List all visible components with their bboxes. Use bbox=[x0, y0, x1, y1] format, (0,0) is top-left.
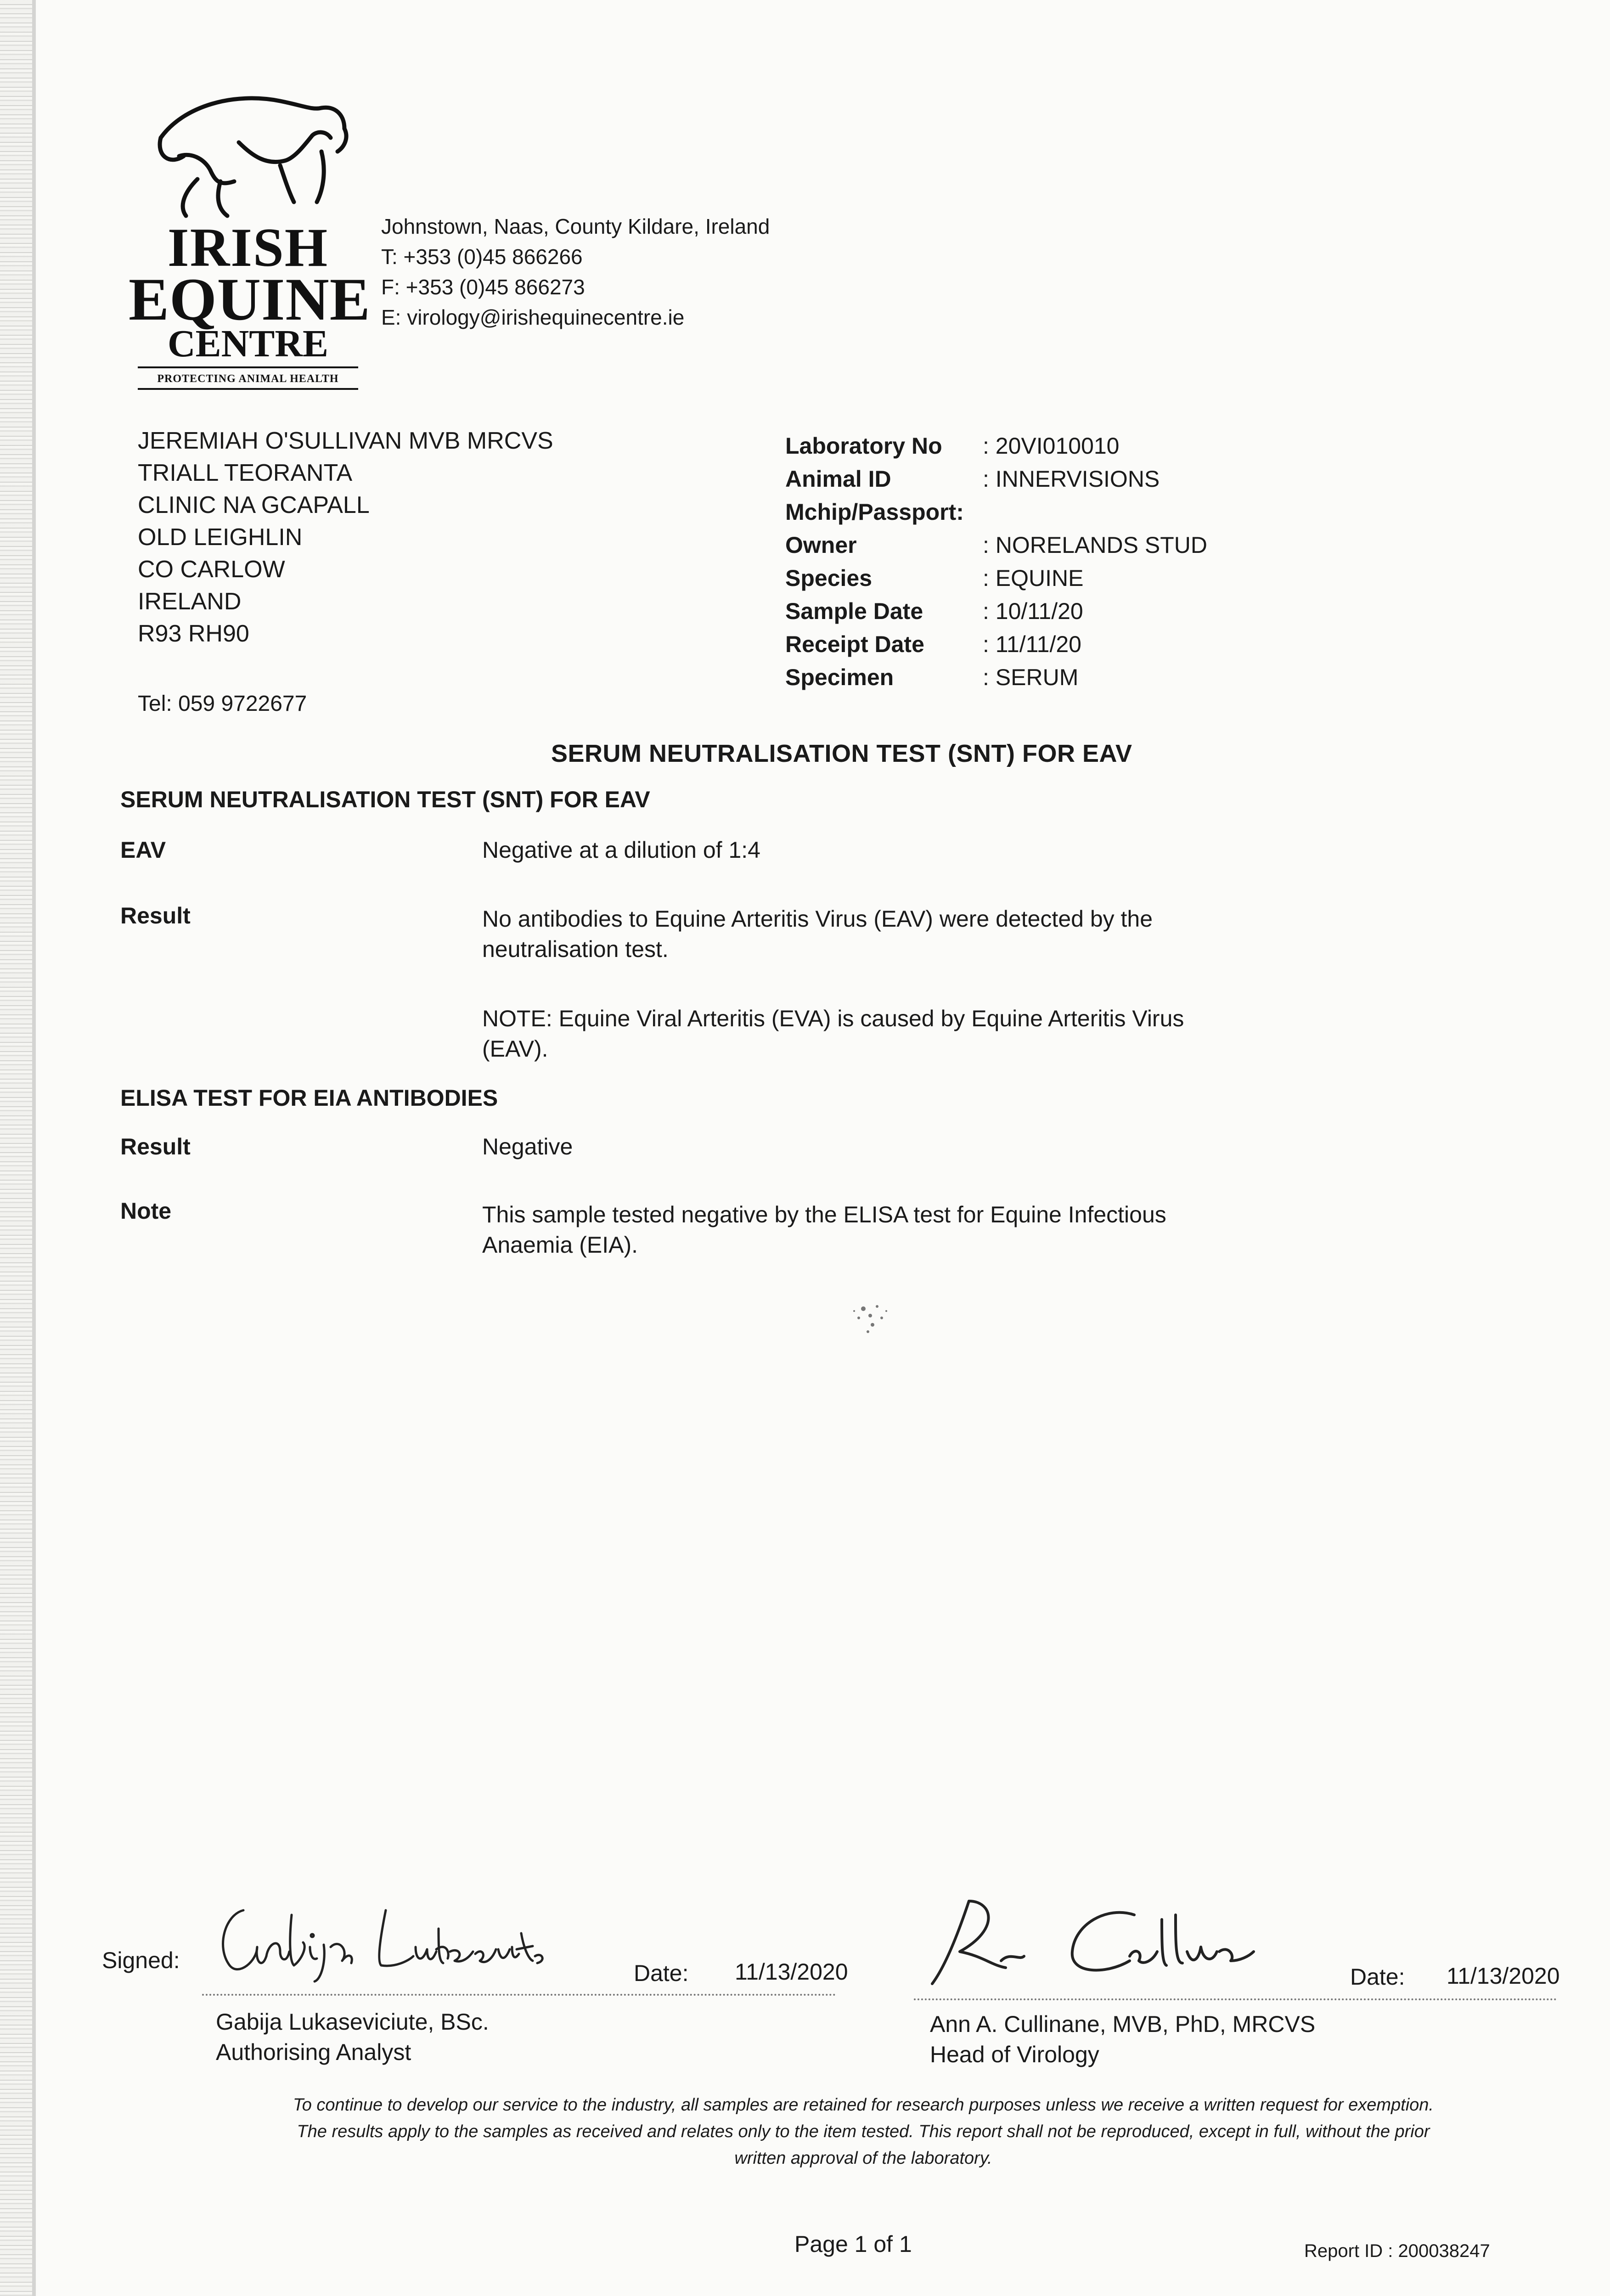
elisa-note-line: This sample tested negative by the ELISA test for Equine Infectious bbox=[482, 1202, 1166, 1227]
org-address: Johnstown, Naas, County Kildare, Ireland bbox=[381, 214, 770, 238]
elisa-note-label: Note bbox=[120, 1198, 172, 1224]
lab-info-row bbox=[785, 495, 1207, 529]
org-fax: F: +353 (0)45 866273 bbox=[381, 275, 585, 299]
lab-info-label: Mchip/Passport: bbox=[785, 499, 964, 525]
lab-info-label: Receipt Date bbox=[785, 631, 924, 657]
disclaimer-line: The results apply to the samples as received and relates only to the item tested. This report shall not be reproduced, except in full, without the prior bbox=[297, 2122, 1430, 2141]
snt-result-line: No antibodies to Equine Arteritis Virus (EAV) were detected by the bbox=[482, 906, 1153, 932]
disclaimer-line: written approval of the laboratory. bbox=[734, 2149, 992, 2168]
lab-info-label: Sample Date bbox=[785, 598, 923, 624]
right-date-label: Date: bbox=[1350, 1964, 1405, 1990]
lab-info-table bbox=[785, 429, 1207, 694]
recipient-line: IRELAND bbox=[138, 588, 242, 615]
left-signatory-title: Authorising Analyst bbox=[216, 2039, 411, 2065]
lab-info-label: Owner bbox=[785, 532, 857, 558]
lab-info-row bbox=[785, 462, 1207, 495]
lab-info-value: : EQUINE bbox=[983, 565, 1084, 591]
disclaimer bbox=[202, 2092, 1525, 2172]
org-email: E: virology@irishequinecentre.ie bbox=[381, 305, 685, 329]
report-id: Report ID : 200038247 bbox=[1304, 2241, 1490, 2261]
lab-info-label: Laboratory No bbox=[785, 433, 942, 459]
left-date-value: 11/13/2020 bbox=[735, 1959, 848, 1985]
eav-label: EAV bbox=[120, 837, 166, 863]
lab-info-row bbox=[785, 628, 1207, 661]
logo-rule-bottom bbox=[138, 388, 358, 390]
left-signatory-name: Gabija Lukaseviciute, BSc. bbox=[216, 2009, 489, 2035]
lab-info-row bbox=[785, 595, 1207, 628]
lab-info-value: : 20VI010010 bbox=[983, 433, 1120, 459]
signed-label: Signed: bbox=[102, 1947, 180, 1973]
lab-info-label: Specimen bbox=[785, 664, 894, 690]
bull-horse-logo-icon bbox=[129, 87, 367, 225]
logo-word-irish: IRISH bbox=[167, 217, 329, 278]
page-number: Page 1 of 1 bbox=[794, 2231, 912, 2257]
snt-note-text bbox=[482, 1003, 1263, 1064]
recipient-line: JEREMIAH O'SULLIVAN MVB MRCVS bbox=[138, 428, 553, 454]
elisa-result-label: Result bbox=[120, 1134, 191, 1159]
irish-equine-centre-logo bbox=[129, 87, 371, 400]
right-date-value: 11/13/2020 bbox=[1447, 1963, 1560, 1989]
elisa-note-line: Anaemia (EIA). bbox=[482, 1232, 638, 1258]
snt-result-line: neutralisation test. bbox=[482, 936, 669, 962]
right-signatory-name: Ann A. Cullinane, MVB, PhD, MRCVS bbox=[930, 2011, 1316, 2037]
lab-info-value: : NORELANDS STUD bbox=[983, 532, 1207, 558]
recipient-line: R93 RH90 bbox=[138, 620, 249, 647]
logo-rule-top bbox=[138, 366, 358, 368]
logo-word-equine: EQUINE bbox=[129, 265, 371, 333]
scan-edge-shadow bbox=[32, 0, 36, 2296]
snt-result-text bbox=[482, 904, 1263, 964]
logo-word-centre: CENTRE bbox=[167, 322, 329, 365]
lab-info-row bbox=[785, 429, 1207, 462]
lab-info-value: : 10/11/20 bbox=[983, 598, 1083, 624]
disclaimer-line: To continue to develop our service to the industry, all samples are retained for research purposes unless we receive a written request for exemption. bbox=[293, 2095, 1434, 2115]
recipient-line: CO CARLOW bbox=[138, 556, 285, 583]
lab-info-row bbox=[785, 529, 1207, 562]
left-signature-line bbox=[202, 1994, 836, 1996]
lab-info-label: Animal ID bbox=[785, 466, 891, 492]
lab-info-value: : INNERVISIONS bbox=[983, 466, 1160, 492]
recipient-line: TRIALL TEORANTA bbox=[138, 460, 353, 486]
right-signatory-title: Head of Virology bbox=[930, 2042, 1099, 2067]
eav-value: Negative at a dilution of 1:4 bbox=[482, 837, 760, 863]
scan-speck-artifact bbox=[827, 1290, 918, 1345]
lab-info-label: Species bbox=[785, 565, 873, 591]
left-signatory bbox=[216, 2007, 489, 2067]
recipient-tel: Tel: 059 9722677 bbox=[138, 692, 307, 716]
org-phone: T: +353 (0)45 866266 bbox=[381, 245, 583, 269]
recipient-line: CLINIC NA GCAPALL bbox=[138, 492, 370, 518]
lab-info-row bbox=[785, 661, 1207, 694]
report-title: SERUM NEUTRALISATION TEST (SNT) FOR EAV bbox=[551, 740, 1132, 767]
lab-info-value: : SERUM bbox=[983, 664, 1079, 690]
scan-edge-artifact bbox=[0, 0, 32, 2296]
elisa-section-heading: ELISA TEST FOR EIA ANTIBODIES bbox=[120, 1085, 498, 1111]
left-date-label: Date: bbox=[634, 1960, 689, 1986]
logo-tagline: PROTECTING ANIMAL HEALTH bbox=[157, 373, 339, 385]
snt-note-line: NOTE: Equine Viral Arteritis (EVA) is caused by Equine Arteritis Virus bbox=[482, 1006, 1184, 1031]
elisa-result-value: Negative bbox=[482, 1134, 573, 1159]
right-signatory bbox=[930, 2009, 1315, 2070]
snt-section-heading: SERUM NEUTRALISATION TEST (SNT) FOR EAV bbox=[120, 787, 650, 812]
snt-result-label: Result bbox=[120, 903, 191, 929]
right-signature-image bbox=[914, 1887, 1263, 1993]
recipient-line: OLD LEIGHLIN bbox=[138, 524, 303, 551]
elisa-note-text bbox=[482, 1199, 1263, 1260]
left-signature-image bbox=[211, 1892, 551, 1984]
lab-info-row bbox=[785, 562, 1207, 595]
org-contact-block bbox=[381, 211, 770, 332]
lab-info-value: : 11/11/20 bbox=[983, 631, 1081, 657]
snt-note-line: (EAV). bbox=[482, 1036, 548, 1062]
right-signature-line bbox=[914, 1998, 1557, 2000]
recipient-address bbox=[138, 425, 553, 650]
